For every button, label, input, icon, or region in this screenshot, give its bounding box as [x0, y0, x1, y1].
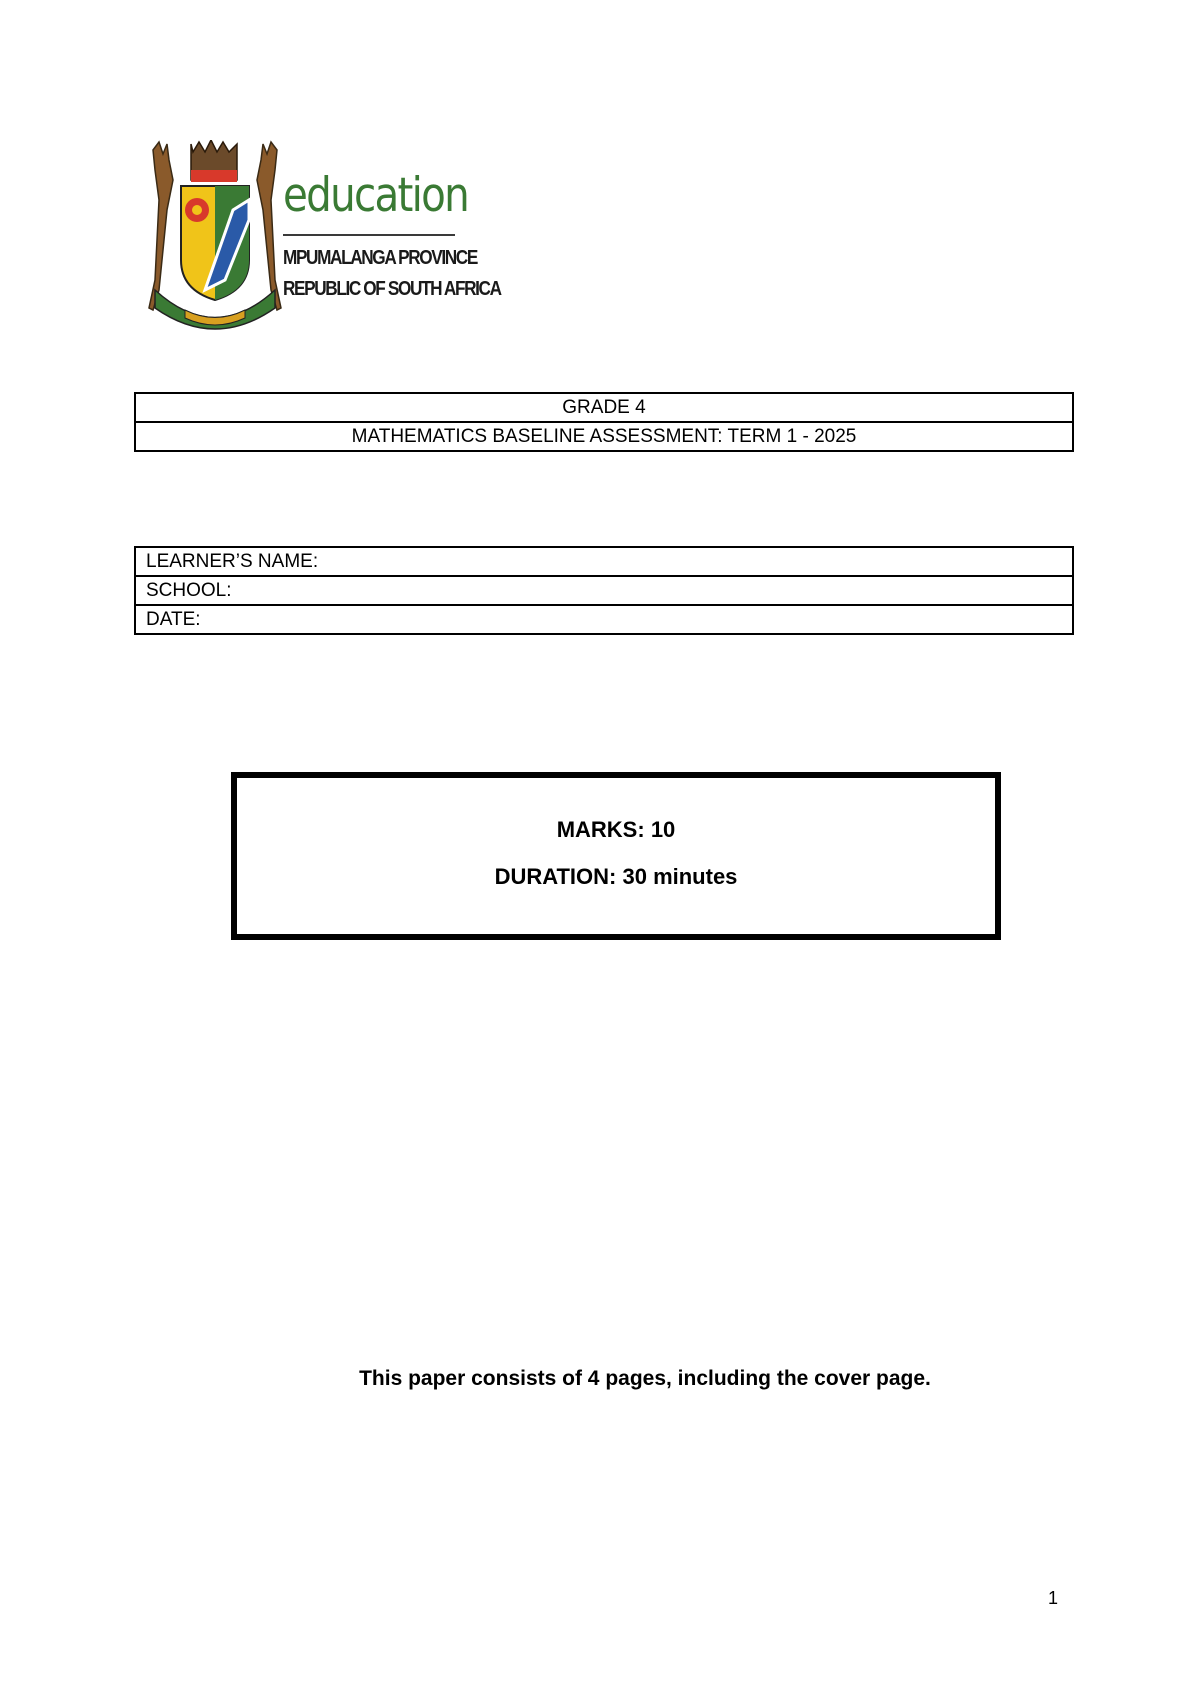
title-row-grade — [135, 393, 1073, 422]
page-number: 1 — [1048, 1588, 1059, 1608]
learner-name-row — [135, 547, 1073, 576]
marks-label: MARKS: — [556, 817, 645, 842]
learner-name-field[interactable]: LEARNER’S NAME: — [135, 547, 1073, 576]
duration-line — [237, 864, 995, 890]
marks-value: 10 — [650, 817, 676, 842]
title-row-assessment — [135, 422, 1073, 451]
logo-province: MPUMALANGA PROVINCE — [283, 247, 477, 269]
marks-duration-box — [231, 772, 1001, 940]
date-field[interactable]: DATE: — [135, 605, 1073, 634]
logo-country: REPUBLIC OF SOUTH AFRICA — [283, 278, 501, 300]
school-row — [135, 576, 1073, 605]
duration-value: 30 minutes — [622, 864, 738, 889]
logo-divider — [283, 234, 455, 236]
duration-label: DURATION: — [494, 864, 617, 889]
date-row — [135, 605, 1073, 634]
title-table — [134, 392, 1074, 452]
learner-info-table — [134, 546, 1074, 635]
page-count-note: This paper consists of 4 pages, including the cover page. — [359, 1367, 931, 1390]
education-logo — [145, 140, 501, 335]
grade-heading: GRADE 4 — [135, 393, 1073, 422]
marks-line — [237, 817, 995, 843]
logo-wordmark: education — [283, 168, 469, 223]
school-field[interactable]: SCHOOL: — [135, 576, 1073, 605]
coat-of-arms-icon — [145, 140, 285, 335]
assessment-heading: MATHEMATICS BASELINE ASSESSMENT: TERM 1 - 2025 — [135, 422, 1073, 451]
